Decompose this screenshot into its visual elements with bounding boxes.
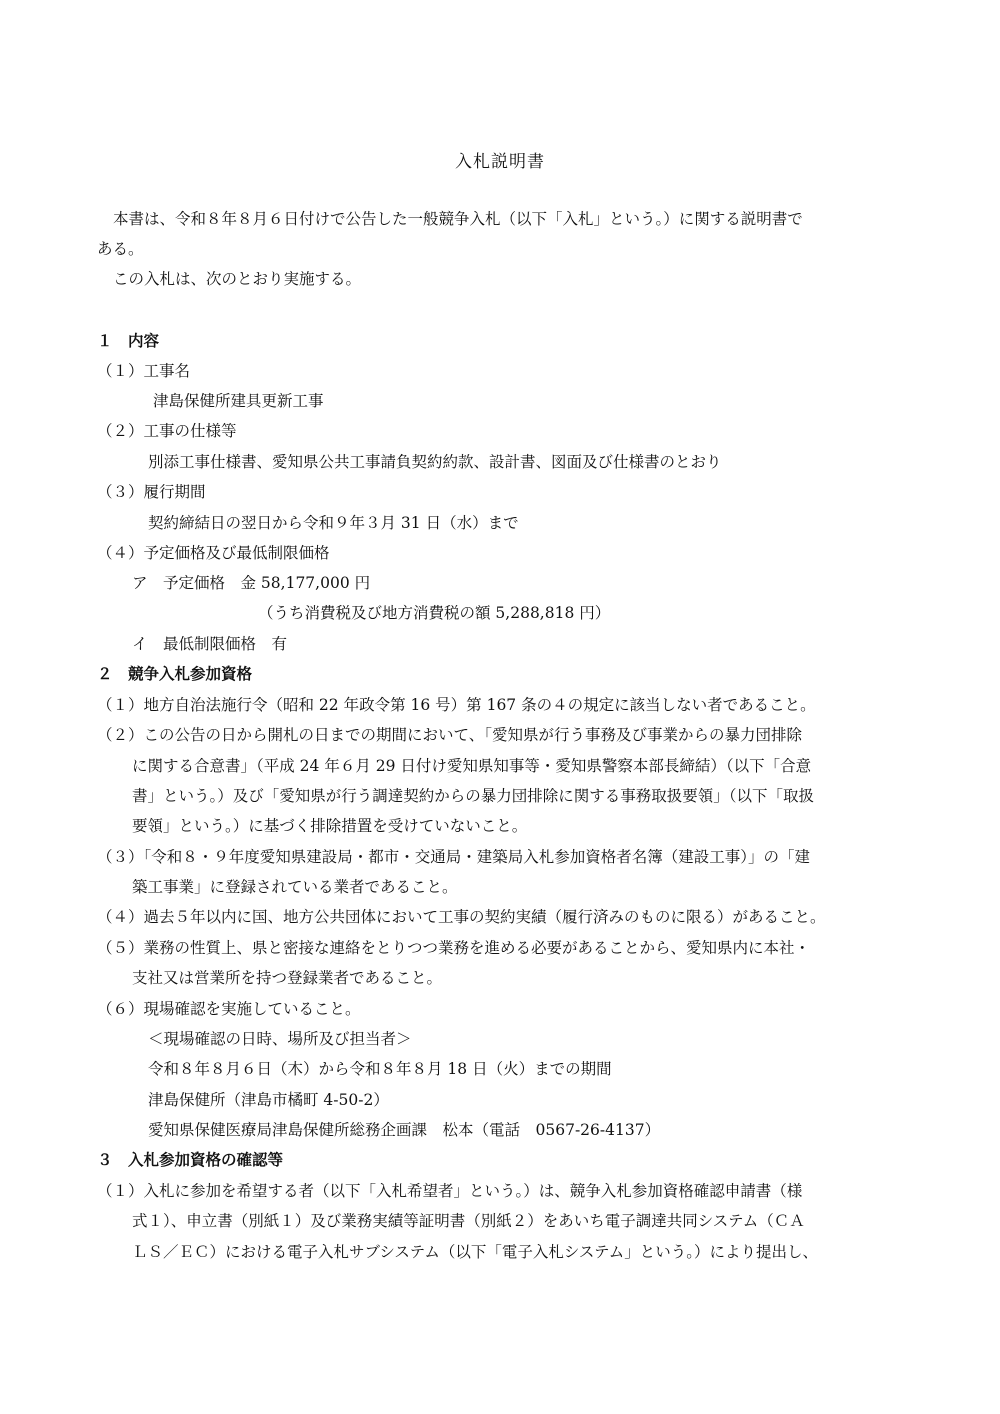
item-3-value: 契約締結日の翌日から令和９年３月 31 日（水）まで: [148, 514, 519, 532]
item-1-label: （１）工事名: [97, 362, 191, 380]
section-1-heading: １ 内容: [97, 332, 160, 350]
page-title: 入札説明書: [455, 152, 545, 172]
item-4-tax-amount: （うち消費税及び地方消費税の額 5,288,818 円）: [258, 604, 611, 622]
section-2-line-7: 築工事業」に登録されている業者であること。: [132, 878, 458, 896]
item-4-minimum-price: イ 最低制限価格 有: [132, 635, 288, 653]
item-3-label: （３）履行期間: [97, 483, 206, 501]
section-3-heading: ３ 入札参加資格の確認等: [97, 1151, 284, 1169]
section-2-line-3: に関する合意書」（平成 24 年６月 29 日付け愛知県知事等・愛知県警察本部長締結）（以下「合意: [132, 757, 812, 775]
section-2-line-13: 令和８年８月６日（木）から令和８年８月 18 日（火）までの期間: [148, 1060, 612, 1078]
item-2-value: 別添工事仕様書、愛知県公共工事請負契約約款、設計書、図面及び仕様書のとおり: [148, 453, 722, 471]
section-2-line-1: （１）地方自治法施行令（昭和 22 年政令第 16 号）第 167 条の４の規定に該当しない者であること。: [97, 696, 816, 714]
section-3-line-3: ＬＳ／ＥＣ）における電子入札サブシステム（以下「電子入札システム」という。）により提出し、: [132, 1243, 819, 1261]
section-2-line-14: 津島保健所（津島市橘町 4-50-2）: [148, 1091, 389, 1109]
section-2-line-8: （４）過去５年以内に国、地方公共団体において工事の契約実績（履行済みのものに限る）があること。: [97, 908, 826, 926]
section-2-line-6: （３）「令和８・９年度愛知県建設局・都市・交通局・建築局入札参加資格者名簿（建設工事）」の「建: [97, 848, 811, 866]
section-2-line-11: （６）現場確認を実施していること。: [97, 1000, 361, 1018]
item-4-label: （４）予定価格及び最低制限価格: [97, 544, 330, 562]
section-2-heading: ２ 競争入札参加資格: [97, 665, 253, 683]
intro-line-2: ある。: [97, 240, 144, 258]
item-2-label: （２）工事の仕様等: [97, 422, 237, 440]
section-2-line-15: 愛知県保健医療局津島保健所総務企画課 松本（電話 0567-26-4137）: [148, 1121, 661, 1139]
section-2-line-2: （２）この公告の日から開札の日までの期間において、「愛知県が行う事務及び事業からの暴力団排除: [97, 726, 802, 744]
intro-line-1: 本書は、令和８年８月６日付けで公告した一般競争入札（以下「入札」という。）に関する説明書で: [113, 210, 803, 228]
section-3-line-1: （１）入札に参加を希望する者（以下「入札希望者」という。）は、競争入札参加資格確認申請書（様: [97, 1182, 803, 1200]
section-2-line-9: （５）業務の性質上、県と密接な連絡をとりつつ業務を進める必要があることから、愛知県内に本社・: [97, 939, 811, 957]
item-1-value: 津島保健所建具更新工事: [153, 392, 324, 410]
section-3-line-2: 式１）、申立書（別紙１）及び業務実績等証明書（別紙２）をあいち電子調達共同システム（ＣＡ: [132, 1212, 805, 1230]
section-2-line-12: ＜現場確認の日時、場所及び担当者＞: [148, 1030, 412, 1048]
section-2-line-10: 支社又は営業所を持つ登録業者であること。: [132, 969, 443, 987]
intro-line-3: この入札は、次のとおり実施する。: [113, 270, 362, 288]
item-4-planned-price: ア 予定価格 金 58,177,000 円: [132, 574, 371, 592]
section-2-line-4: 書」という。）及び「愛知県が行う調達契約からの暴力団排除に関する事務取扱要領」（以下「取扱: [132, 787, 815, 805]
section-2-line-5: 要領」という。）に基づく排除措置を受けていないこと。: [132, 817, 528, 835]
